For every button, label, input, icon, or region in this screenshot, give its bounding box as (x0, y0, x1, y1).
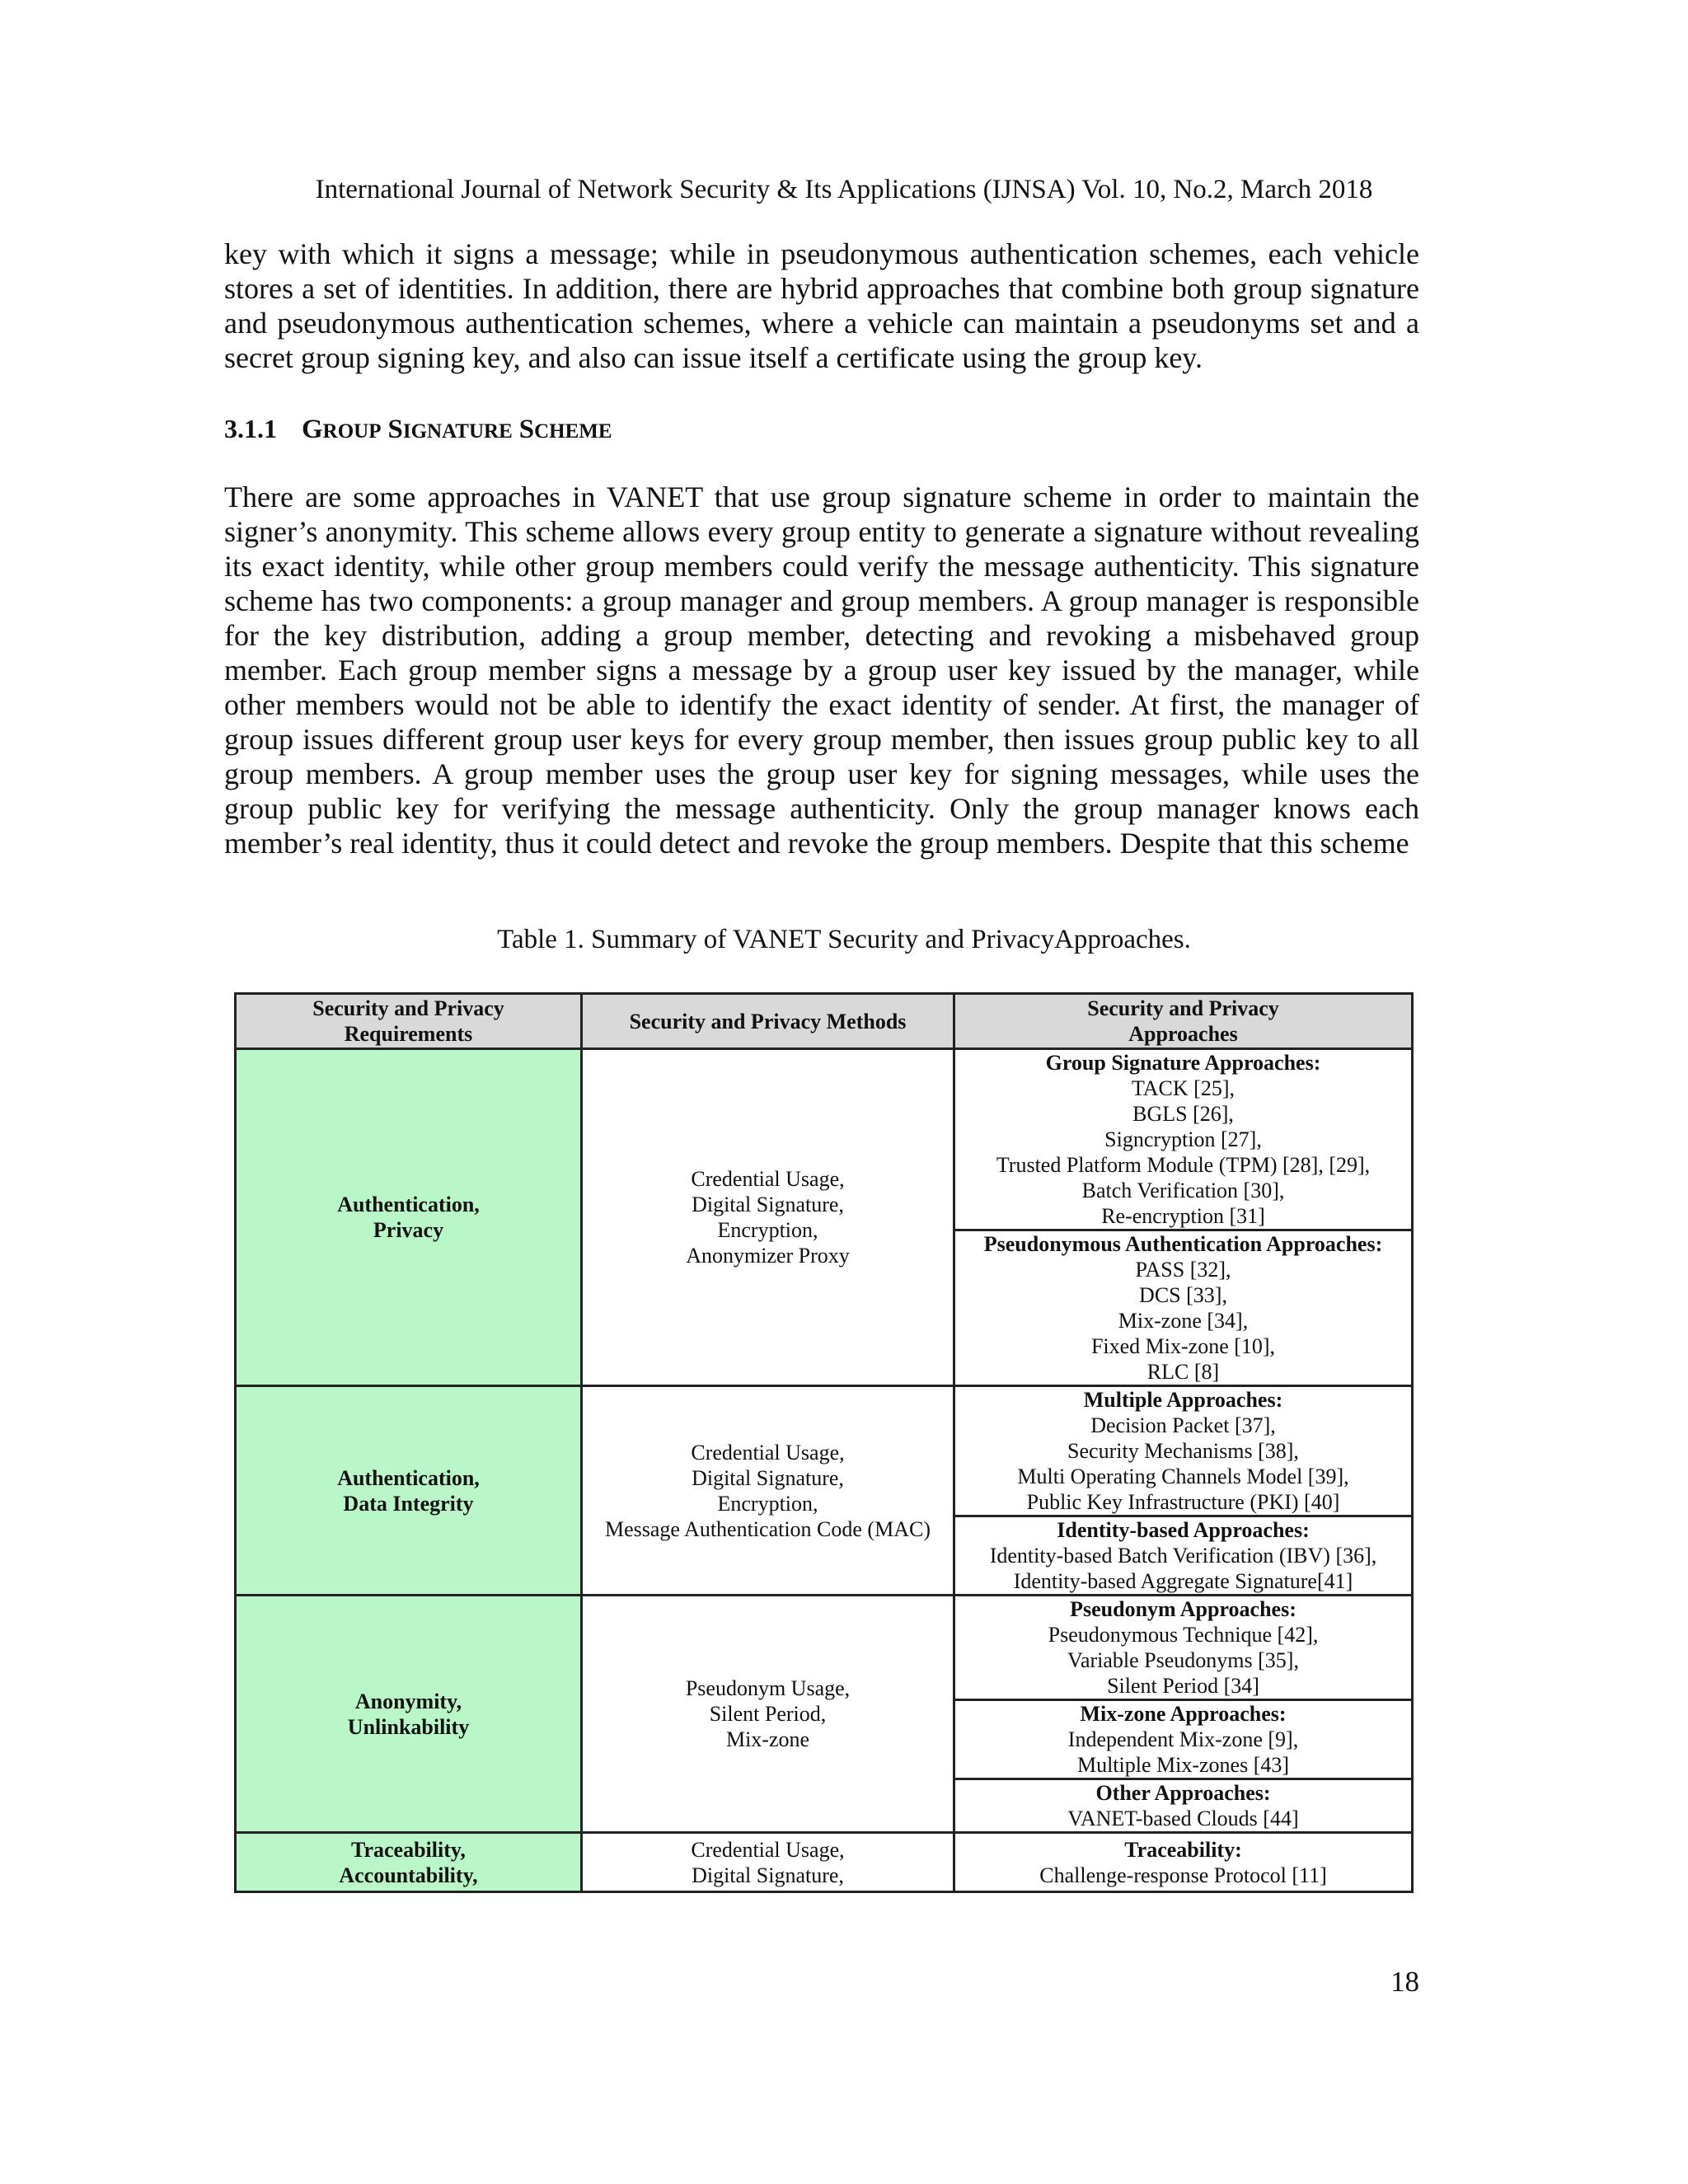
summary-table (234, 992, 1414, 1893)
approach-item: Multiple Mix-zones [43] (1076, 1753, 1290, 1777)
approach-group-title: Group Signature Approaches: (1045, 1051, 1321, 1075)
requirements-cell (236, 1596, 582, 1833)
approach-item: Mix-zone [34], (1118, 1309, 1249, 1333)
cell-line: Unlinkability (347, 1714, 470, 1739)
cell-line: Data Integrity (343, 1491, 474, 1516)
cell-line: Anonymizer Proxy (686, 1244, 850, 1268)
approach-group-title: Pseudonymous Authentication Approaches: (983, 1232, 1383, 1256)
header-line: Approaches (1128, 1022, 1238, 1046)
approach-group-title: Multiple Approaches: (1083, 1388, 1283, 1412)
cell-line: Mix-zone (725, 1727, 810, 1751)
approach-item: Trusted Platform Module (TPM) [28], [29], (996, 1153, 1371, 1177)
requirements-cell (236, 1386, 582, 1596)
cell-line: Anonymity, (354, 1689, 462, 1713)
methods-cell (582, 1833, 954, 1892)
approach-item: TACK [25], (1131, 1076, 1235, 1100)
page-number: 18 (1390, 1966, 1419, 1998)
approach-item: Multi Operating Channels Model [39], (1017, 1465, 1349, 1488)
cell-line: Pseudonym Usage, (685, 1676, 851, 1700)
approach-item: Batch Verification [30], (1081, 1179, 1285, 1202)
section-title-word1-initial: G (302, 415, 323, 444)
methods-cell (582, 1596, 954, 1833)
approach-item: Security Mechanisms [38], (1067, 1439, 1299, 1463)
cell-line: Authentication, (337, 1193, 480, 1216)
approaches-cell (954, 1700, 1413, 1779)
header-methods (582, 994, 954, 1049)
approach-group-title: Identity-based Approaches: (1057, 1518, 1310, 1542)
cell-line: Credential Usage, (691, 1167, 845, 1191)
approaches-cell (954, 1230, 1413, 1386)
section-title-word2-initial: S (387, 415, 403, 444)
journal-header: International Journal of Network Security & Its Applications (IJNSA) Vol. 10, No.2, March 2018 (315, 175, 1373, 204)
cell-line: Accountability, (339, 1863, 478, 1887)
table-caption: Table 1. Summary of VANET Security and PrivacyApproaches. (497, 925, 1191, 954)
cell-line: Privacy (373, 1218, 444, 1242)
approach-item: Independent Mix-zone [9], (1067, 1727, 1299, 1751)
section-title (302, 414, 612, 443)
section-number: 3.1.1 (224, 414, 277, 443)
cell-line: Credential Usage, (691, 1837, 845, 1862)
approach-item: BGLS [26], (1132, 1102, 1234, 1126)
cell-line: Credential Usage, (691, 1440, 845, 1465)
approaches-cell (954, 1516, 1413, 1596)
section-title-word3-rest: CHEME (534, 420, 612, 443)
approach-item: Re-encryption [31] (1101, 1204, 1265, 1228)
approaches-cell (954, 1833, 1413, 1892)
approach-item: Variable Pseudonyms [35], (1067, 1648, 1299, 1672)
approaches-cell (954, 1386, 1413, 1516)
section-heading (224, 412, 612, 448)
header-line: Security and Privacy (1087, 996, 1279, 1020)
cell-line: Encryption, (717, 1218, 818, 1242)
cell-line: Digital Signature, (692, 1465, 844, 1490)
cell-line: Authentication, (337, 1465, 480, 1490)
approach-item: Silent Period [34] (1107, 1674, 1259, 1698)
section-title-word2-rest: IGNATURE (402, 420, 513, 443)
header-line: Security and Privacy Methods (629, 1009, 907, 1033)
header-line: Security and Privacy (312, 996, 504, 1020)
approach-group-title: Traceability: (1124, 1837, 1242, 1862)
approach-item: Pseudonymous Technique [42], (1048, 1623, 1319, 1647)
cell-line: Encryption, (717, 1491, 818, 1516)
approaches-cell (954, 1049, 1413, 1230)
paragraph-intro: key with which it signs a message; while in pseudonymous authentication schemes, each vehicle stores a set of identities. In addition, there are hybrid approaches that combine both group signature and pseudonymous authentication schemes, where a vehicle can maintain a pseudonyms set and a secret group signing key, and also can issue itself a certificate using the group key. (224, 237, 1419, 374)
approach-item: Challenge-response Protocol [11] (1039, 1863, 1327, 1887)
approach-group-title: Mix-zone Approaches: (1080, 1702, 1287, 1726)
header-requirements (236, 994, 582, 1049)
approach-item: Signcryption [27], (1104, 1127, 1262, 1151)
approach-item: VANET-based Clouds [44] (1067, 1807, 1299, 1830)
requirements-cell (236, 1833, 582, 1892)
table-row (236, 1386, 1413, 1516)
approach-item: Identity-based Aggregate Signature[41] (1013, 1569, 1353, 1593)
cell-line: Traceability, (351, 1837, 466, 1862)
cell-line: Silent Period, (709, 1702, 827, 1726)
cell-line: Digital Signature, (692, 1193, 844, 1216)
approaches-cell (954, 1596, 1413, 1700)
approach-item: PASS [32], (1135, 1258, 1231, 1282)
cell-line: Message Authentication Code (MAC) (605, 1516, 931, 1541)
approach-item: RLC [8] (1146, 1360, 1220, 1384)
approach-item: DCS [33], (1139, 1283, 1227, 1307)
table-row (236, 1049, 1413, 1230)
table-row (236, 1833, 1413, 1892)
approach-item: Decision Packet [37], (1090, 1413, 1276, 1437)
approach-item: Identity-based Batch Verification (IBV) [36], (989, 1544, 1377, 1568)
section-title-word1-rest: ROUP (322, 420, 382, 443)
section-title-word3-initial: S (518, 415, 535, 444)
table-header-row (236, 994, 1413, 1049)
approach-group-title: Pseudonym Approaches: (1070, 1597, 1296, 1621)
methods-cell (582, 1049, 954, 1386)
approaches-cell (954, 1779, 1413, 1833)
methods-cell (582, 1386, 954, 1596)
requirements-cell (236, 1049, 582, 1386)
header-approaches (954, 994, 1413, 1049)
approach-item: Fixed Mix-zone [10], (1090, 1334, 1276, 1358)
approach-group-title: Other Approaches: (1095, 1781, 1271, 1805)
paragraph-group-signature: There are some approaches in VANET that use group signature scheme in order to maintain the signer’s anonymity. This scheme allows every group entity to generate a signature without revealing its exact identity, while other group members could verify the message authenticity. This signature scheme has two components: a group manager and group members. A group manager is responsible for the key distribution, adding a group member, detecting and revoking a misbehaved group member. Each group member signs a message by a group user key issued by the manager, while other members would not be able to identify the exact identity of sender. At first, the manager of group issues different group user keys for every group member, then issues group public key to all group members. A group member uses the group user key for signing messages, while uses the group public key for verifying the message authenticity. Only the group manager knows each member’s real identity, thus it could detect and revoke the group members. Despite that this scheme (224, 480, 1419, 860)
header-line: Requirements (344, 1022, 473, 1046)
approach-item: Public Key Infrastructure (PKI) [40] (1026, 1490, 1340, 1514)
table-row (236, 1596, 1413, 1700)
cell-line: Digital Signature, (692, 1863, 844, 1887)
